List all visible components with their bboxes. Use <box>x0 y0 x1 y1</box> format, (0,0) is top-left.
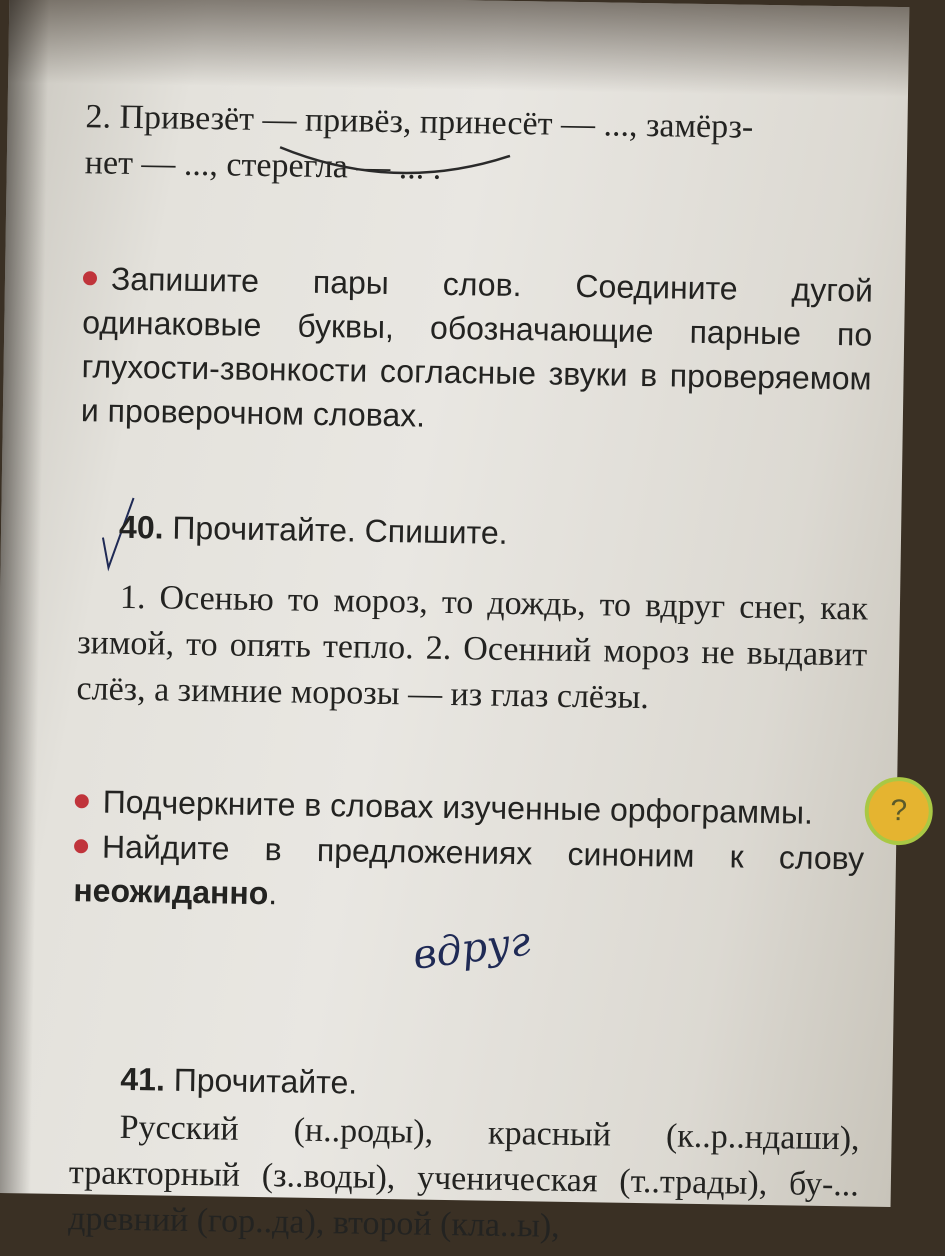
ex39-task-text: Запишите пары слов. Соедините дугой одинаковые буквы, обозначающие парные по глухости-звонкости согласные звуки в проверяемом и проверочном словах. <box>80 260 874 434</box>
ex40-number: 40. <box>118 508 164 546</box>
ex40-task-2-prefix: Найдите в предложениях синоним к слову <box>101 828 865 877</box>
question-sticker-icon: ? <box>864 777 933 846</box>
ex40-task-2 <box>73 824 864 924</box>
ex41-number: 41. <box>120 1060 166 1098</box>
ex40-text: 1. Осенью то мороз, то дождь, то вдруг снег, как зимой, то опять тепло. 2. Осенний мороз не выдавит слёз, а зимние морозы — из глаз слёзы. <box>76 578 869 717</box>
page-shadow-left <box>0 0 49 1193</box>
connecting-arc <box>275 142 516 186</box>
ex39-task <box>81 256 874 444</box>
handwritten-answer: вдруг <box>410 918 533 979</box>
ex41-heading: Прочитайте. <box>173 1061 358 1101</box>
ex41-header <box>120 1057 911 1113</box>
bullet-icon <box>83 271 97 285</box>
bullet-icon <box>74 839 88 853</box>
ex40-header <box>119 505 910 561</box>
ex39-line-1: 2. Привезёт — привёз, принесёт — ..., замёрз- <box>85 98 754 146</box>
ex39-line-2: нет — ..., стерегла — ... . <box>84 144 442 187</box>
ex40-task-2-word: неожиданно <box>73 872 269 912</box>
ex40-task-1-text: Подчеркните в словах изученные орфограммы. <box>102 783 814 831</box>
ex41-text: Русский (н..роды), красный (к..р..ндаши), тракторный (з..воды), ученическая (т..трады), бу-... древний (гор..да), второй (кла..ы), <box>67 1108 860 1245</box>
ex40-heading: Прочитайте. Спишите. <box>172 509 508 551</box>
bullet-icon <box>75 794 89 808</box>
ex40-task-2-suffix: . <box>268 875 278 912</box>
page-shadow-top <box>8 0 909 97</box>
